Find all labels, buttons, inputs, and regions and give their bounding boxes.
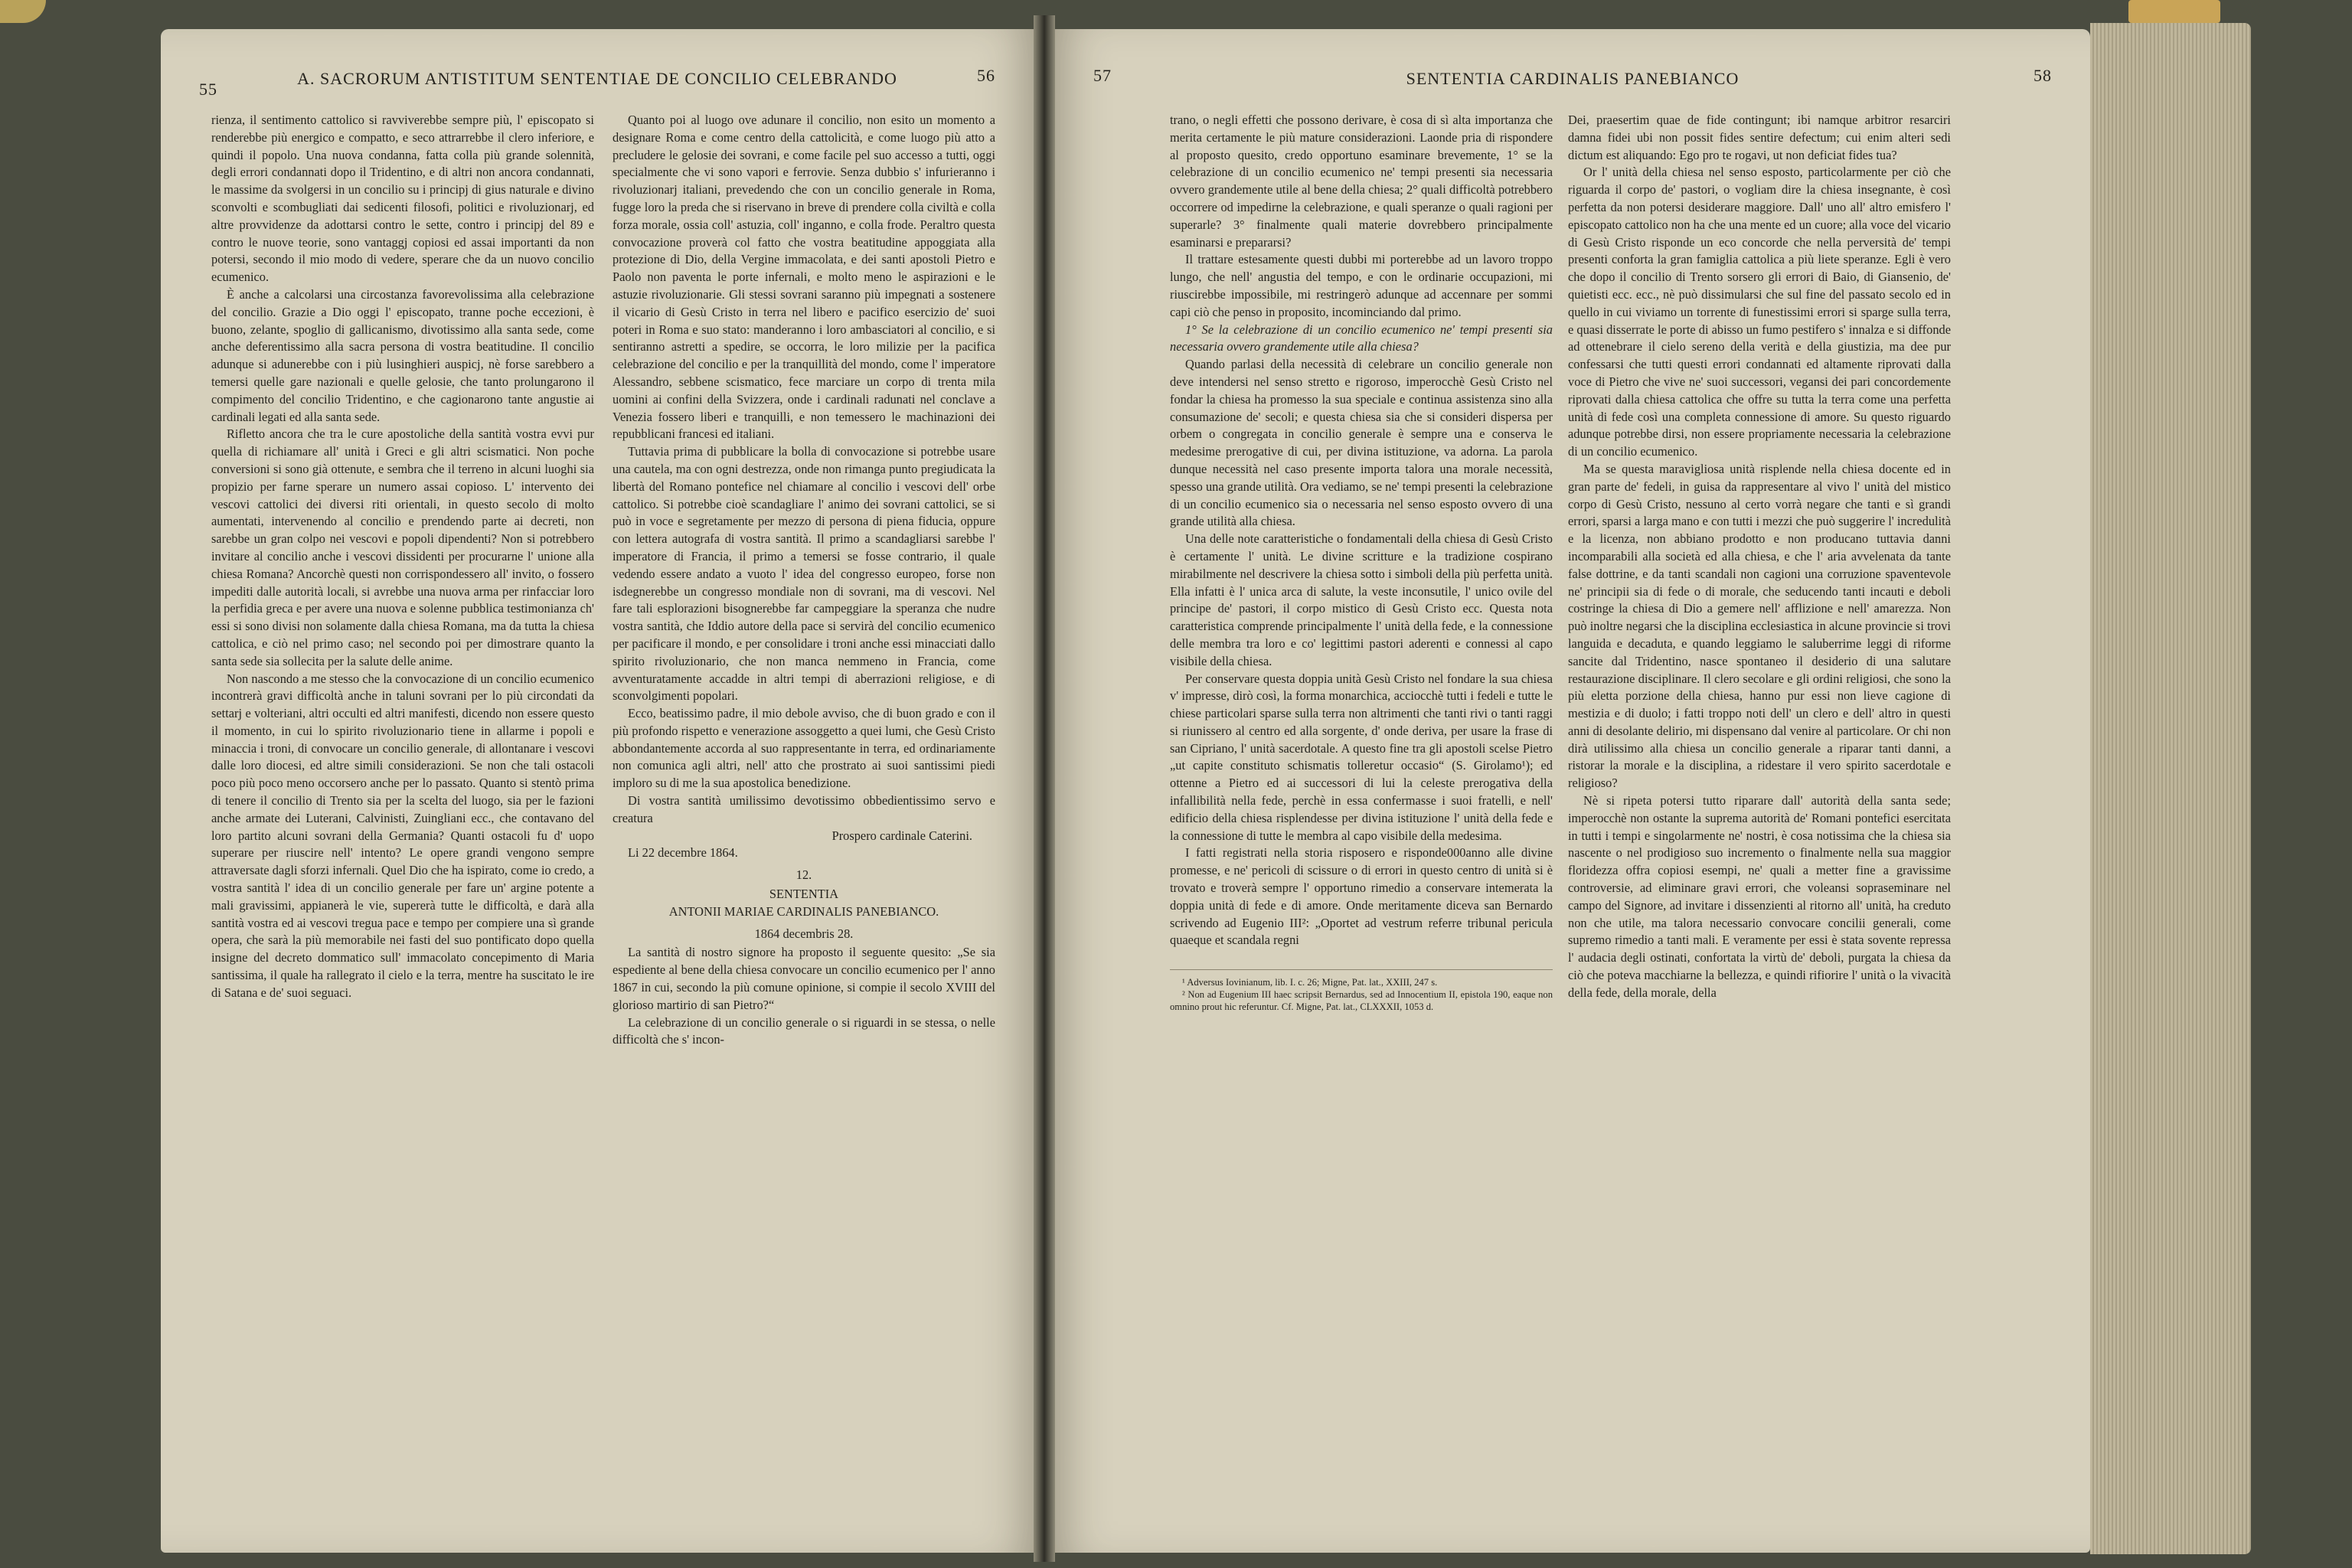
paragraph: La santità di nostro signore ha proposto il seguente quesito: „Se sia espediente al bene della chiesa convocare un concilio ecumenico per l' anno 1867 in cui, secondo la più comune opinione, si compie il secolo XVIII del glorioso martirio di san Pietro?“ — [612, 945, 995, 1012]
section-title: SENTENTIA — [769, 887, 839, 902]
paragraph: È anche a calcolarsi una circostanza favorevolissima alla celebrazione del concilio. Grazie a Dio oggi l' episcopato, tranne poche eccezioni, è buono, zelante, spoglio di gallicanismo, divotissimo alla santa sede, come anche deferentissimo alla sacra persona di vostra beatitudine. Il concilio adunque si adunerebbe con i più lusinghieri auspicj, nè forse sarebbero a temersi quelle gare nazionali e quelle gelosie, che tanto prolungarono il compimento del concilio Tridentino, e che cagionarono tante angustie ai cardinali legati ed alla santa sede. — [211, 286, 594, 424]
paragraph: Una delle note caratteristiche o fondamentali della chiesa di Gesù Cristo è certamente l' unità. Le divine scritture e la tradizione cospirano mirabilmente nel descrivere la chiesa sotto i simboli della più perfetta unità. Ella infatti è l' unica arca di salute, la veste inconsutile, l' unico ovile del principe de' pastori, il corpo mistico di Gesù Cristo ecc. Questa nota caratteristica comprende principalmente l' unità della fede, e la connessione delle membra tra loro e co' legittimi pastori aderenti e connessi al capo visibile della chiesa. — [1170, 531, 1553, 668]
footnotes — [1170, 969, 1553, 1013]
book-gutter — [1034, 15, 1055, 1562]
section-author: ANTONII MARIAE CARDINALIS PANEBIANCO. — [668, 903, 939, 919]
right-page-column-1 — [1170, 112, 1553, 1013]
paragraph: Non nascondo a me stesso che la convocazione di un concilio ecumenico incontrerà gravi difficoltà anche in taluni sovrani per lo più circondati da settarj e volteriani, altri occulti ed altri manifesti, dicendo non essere questo il momento, in cui lo spirito rivoluzionario tiene in allarme i popoli e minaccia i troni, di convocare un concilio generale, di allontanare i vescovi dalle loro diocesi, ed altre simili considerazioni. Se non che tali ostacoli poco più poco meno occorsero anche per lo passato. Quanto si stentò prima di tenere il concilio di Trento sia per la scelta del luogo, sia per le fazioni anche armate dei Luterani, Calvinisti, Zuingliani ecc., che contavano del loro partito alcuni sovrani della Germania? Quanti ostacoli fu d' uopo superare per riuscire nell' intento? Le opere grandi vengono sempre attraversate dagli sforzi infernali. Quel Dio che ha ispirato, come io credo, a vostra santità l' idea di un concilio generale per fare un' argine potente a mali gravissimi, appianerà le vie, supererà tutte le difficoltà, e darà alla santità vostra ed ai vescovi tregua pace e tempo per compiere una sì grande opera, che sarà la più memorabile nei fasti del suo pontificato dopo quella insigne del decreto dommatico sull' immacolato concepimento di Maria santissima, il quale ha rallegrato il cielo e la terra, mentre ha suscitato le ire di Satana e de' suoi seguaci. — [211, 671, 594, 1000]
paragraph: Quando parlasi della necessità di celebrare un concilio generale non deve intendersi nel senso stretto e rigoroso, imperocchè Gesù Cristo nel fondar la chiesa ha promesso la sua speciale e continua assistenza sino alla consumazione de' secoli; e questa chiesa sia che si consideri dispersa per orbem o congregata in concilio generale è sempre una e conserva le medesime prerogative di cui, per divina istituzione, va adorna. La parola dunque necessità nel caso presente importa talora una morale necessità, spesso una grande utilità. Ora vediamo, se ne' tempi presenti la celebrazione di un concilio ecumenico sia o necessaria nel senso esposto ovvero di una grande utilità alla chiesa. — [1170, 357, 1553, 529]
right-page-column-2 — [1568, 112, 1951, 1002]
paragraph: Ma se questa maravigliosa unità risplende nella chiesa docente ed in gran parte de' fedeli, in guisa da rappresentare al vivo l' unità del mistico corpo di Gesù Cristo, nessuno al certo vorrà negare che tanti e sì grandi errori, sparsi a larga mano e con tutti i mezzi che può suggerire l' incredulità e la licenza, non abbiano prodotto e non producano tuttavia danni incomparabili alla società ed alla chiesa, e che l' aria avvelenata da tante false dottrine, e da tanti scandali non cagioni una corruzione spaventevole ne' principii sia di fede o di morale, che seducendo tanti incauti e deboli costringe la chiesa di Dio a gemere nell' afflizione e nell' amarezza. Non può inoltre negarsi che la disciplina ecclesiastica in alcune provincie si trovi languida e decaduta, e quando leggiamo le saluberrime leggi di riforme sancite dal Tridentino, nasce spontaneo il desiderio di una salutare restaurazione disciplinare. Il clero secolare e gli ordini religiosi, che sono la più eletta porzione della chiesa, hanno pur essi non lieve cagione di mestizia e di duolo; i fatti troppo noti dell' un clero e dell' altro in questi anni di desolante delirio, mi dispensano dal venire al particolare. Or chi non dirà utilissimo alla chiesa un concilio generale a riparar tanti danni, a ristorar la morale e la disciplina, a ridestare il vero spirito sacerdotale e religioso? — [1568, 461, 1951, 791]
closing-formula: Di vostra santità umilissimo devotissimo obbedientissimo servo e creatura — [612, 793, 995, 825]
paragraph: Quanto poi al luogo ove adunare il concilio, non esito un momento a designare Roma e come centro della cattolicità, e come luogo più atto a precludere le gelosie dei sovrani, e come facile pel suo accesso a tutti, oggi specialmente che vi sono vapori e ferrovie. Senza dubbio s' infurieranno i rivoluzionarj italiani, prevedendo che con un concilio generale in Roma, fugge loro la preda che si riservano in breve di prendere colla civiltà e colla forza morale, ossia coll' astuzia, coll' inganno, e colla frode. Peraltro questa convocazione proverà col fatto che vostra beatitudine appoggiata alla protezione di Dio, della Vergine immacolata, e dei santi apostoli Pietro e Paolo non paventa le porte infernali, e molto meno le aspirazioni e le astuzie rivoluzionarie. Gli stessi sovrani saranno più impegnati a sostenere il vicario di Gesù Cristo in terra nel libero e pacifico esercizio de' suoi poteri in Roma e suo stato: manderanno i loro ambasciatori al concilio, e si sentiranno astretti a spedire, se occorra, le loro milizie per la pacifica celebrazione del concilio e per la tranquillità del mondo, come l' imperatore Alessandro, sebbene scismatico, fece marciare un corpo di trenta mila uomini ai confini della Svizzera, onde i cardinali radunati nel conclave a Venezia fossero liberi e tranquilli, e non temessero le machinazioni dei repubblicani francesi ed italiani. — [612, 113, 995, 442]
paragraph: Il trattare estesamente questi dubbi mi porterebbe ad un lavoro troppo lungo, che nell' angustia del tempo, e con le ordinarie occupazioni, mi riuscirebbe impossibile, mi restringerò adunque ad accennare per sommi capi ciò che penso in proposito, incominciando dal primo. — [1170, 252, 1553, 319]
paragraph: Per conservare questa doppia unità Gesù Cristo nel fondare la sua chiesa v' impresse, dirò così, la forma monarchica, acciocchè tutti i fedeli e tutte le chiese particolari sparse sulla terra non altrimenti che tanti rivi o tanti raggi si riunissero al centro ed alla sorgente, d' onde deriva, per usare la frase di san Cipriano, l' unità sacerdotale. A questo fine tra gli apostoli scelse Pietro „ut capite constituto schismatis tolleretur occasio“ (S. Girolamo¹); ed ottenne a Pietro ed ai successori di lui la celeste prerogativa della infallibilità nella fede, perchè in essa confermasse i suoi fratelli, e nell' edificio della chiesa risplendesse per divina istituzione l' unità della fede e la connessione di tutte le membra al capo visibile della medesima. — [1170, 671, 1553, 843]
page-number-55: 55 — [199, 80, 217, 99]
left-running-head — [199, 66, 995, 99]
right-running-title: SENTENTIA CARDINALIS PANEBIANCO — [1406, 69, 1740, 88]
book-page-edges — [2090, 23, 2251, 1554]
paragraph: Nè si ripeta potersi tutto riparare dall' autorità della santa sede; imperocchè non ostante la suprema autorità de' Romani pontefici esercitata in tutti i tempi e singolarmente ne' nostri, è cosa notissima che la chiesa sia nascente o nel prodigioso suo incremento o finalmente nella sua maggior floridezza offra copiosi esempi, ne' quali a metter fine a gravissime controversie, ad eliminare gravi errori, che voleansi sopraseminare nel campo del Signore, ad invitare i dissenzienti al ritorno all' unità, ha creduto non che utile, ma talora necessario convocare concilii generali, come supremo rimedio a tanti mali. E veramente per essi è stata sovente repressa l' audacia degli ostinati, confortata la virtù de' deboli, purgata la chiesa da ciò che poteva macchiarne la bellezza, e quindi rifiorire l' unità o la vivacità della fede, della morale, della — [1568, 793, 1951, 1000]
paragraph: 1° Se la celebrazione di un concilio ecumenico ne' tempi presenti sia necessaria ovvero grandemente utile alla chiesa? — [1170, 322, 1553, 354]
section-date: 1864 decembris 28. — [754, 926, 854, 941]
left-page-column-1 — [211, 112, 594, 1002]
paragraph: rienza, il sentimento cattolico si ravviverebbe sempre più, l' episcopato si renderebbe più energico e compatto, e seco attrarrebbe il clero inferiore, e quindi il popolo. Una nuova condanna, fatta colla più grande solennità, degli errori condannati dopo il Tridentino, e di altri non ancora condannati, le massime da svolgersi in un concilio su i principj di gius naturale e divino sconvolti e scombugliati dai sedicenti filosofi, politici e rivoluzionarj, ed altre provvidenze da adottarsi contro le sette, contro i principj del 89 e contro le nuove teorie, sono vantaggj copiosi ed assai importanti da non potersi, secondo il mio modo di vedere, sperare che da un nuovo concilio ecumenico. — [211, 113, 594, 285]
paragraph: I fatti registrati nella storia risposero e risponde000anno alle divine promesse, e ne' pericoli di scissure o di errori in questo centro di unità si è trovato e troverà sempre l' opportuno rimedio a conservare intemerata la doppia unità di fede e di amore. Onde meritamente diceva san Bernardo scrivendo ad Eugenio III²: „Oportet ad vestrum referre tribunal pericula quaeque et scandala regni — [1170, 845, 1553, 948]
paragraph: Or l' unità della chiesa nel senso esposto, particolarmente per ciò che riguarda il corpo de' pastori, o vogliam dire la chiesa insegnante, è così perfetta da non potersi desiderare maggiore. Dall' uno all' altro emisfero l' episcopato cattolico non ha che una mente ed un cuore; alla voce del vicario di Gesù Cristo risponde un eco concorde che nella perversità de' tempi presenti conforta la gran famiglia cattolica a più liete speranze. Egli è vero che dopo il concilio di Trento sorsero gli errori di Baio, di Giansenio, de' quietisti ecc. ecc., nè può dissimularsi che sul fine del passato secolo ed in quello in cui viviamo un torrente di funestissimi errori si sparge sulla terra, e quasi disserrate le porte di abisso un fumo pestifero s' innalza e si diffonde ad ottenebrare il cielo sereno della verità e della giustizia, ma dee pur confessarsi che tutti questi errori condannati ed altamente riprovati dalla voce di Pietro che vive ne' suoi successori, vegansi dei pari concordemente riprovati dalla chiesa cattolica che offre su tutta la terra come una perfetta unità di fede così una completa connessione di amore. Su questo riguardo adunque potrebbe dirsi, non essere propriamente necessaria la celebrazione di un concilio ecumenico. — [1568, 165, 1951, 459]
letter-date: Li 22 decembre 1864. — [628, 845, 738, 861]
right-page — [1055, 29, 2090, 1553]
footnote: ² Non ad Eugenium III haec scripsit Bernardus, sed ad Innocentium II, epistola 190, eaque non omnino prout hic referuntur. Cf. Migne, Pat. lat., CLXXXII, 1053 d. — [1170, 989, 1553, 1013]
paragraph: Ecco, beatissimo padre, il mio debole avviso, che di buon grado e con il più profondo rispetto e venerazione assoggetto a quei lumi, che Gesù Cristo abbondantemente accorda al suo rappresentante in terra, ed ordinariamente non comunica agli altri, nell' atto che prostrato ai suoi santissimi piedi imploro su di me la sua apostolica benedizione. — [612, 706, 995, 791]
page-number-57: 57 — [1093, 66, 1112, 85]
book-corner-ornament — [0, 0, 46, 23]
footnote: ¹ Adversus Iovinianum, lib. I. c. 26; Migne, Pat. lat., XXIII, 247 s. — [1182, 977, 1438, 988]
paragraph: La celebrazione di un concilio generale o si riguardi in se stessa, o nelle difficoltà che s' incon- — [612, 1014, 995, 1047]
paragraph: trano, o negli effetti che possono derivare, è cosa di sì alta importanza che merita certamente le più mature considerazioni. Laonde pria di rispondere al proposto quesito, credo opportuno esaminare brevemente, 1° se la celebrazione di un concilio ecumenico ne' tempi presenti sia necessaria ovvero grandemente utile al bene della chiesa; 2° quali difficoltà potrebbero occorrere od impedirne la celebrazione, e quali speranze o quali ragioni per superarle? 3° finalmente quali materie dovrebbero principalmente esaminarsi e prepararsi? — [1170, 113, 1553, 250]
page-number-58: 58 — [2034, 66, 2052, 85]
page-number-56: 56 — [977, 66, 995, 85]
paragraph: Dei, praesertim quae de fide contingunt; ibi namque arbitror resarciri damna fidei ubi non possit fides sentire defectum; cui enim alteri sedi dictum est aliquando: Ego pro te rogavi, ut non deficiat fides tua? — [1568, 113, 1951, 162]
paragraph: Tuttavia prima di pubblicare la bolla di convocazione si potrebbe usare una cautela, ma con ogni destrezza, onde non rimanga punto pregiudicata la libertà del Romano pontefice nel chiamare al concilio i vescovi dell' orbe cattolico. Si potrebbe cioè scandagliare l' animo dei sovrani cattolici, se si può in voce e segretamente per mezzo di persona di piena fiducia, oppure con lettera autografa di vostra santità. Il primo a scandagliarsi sarebbe l' imperatore di Francia, il primo a temersi se fosse contrario, il quale vedendo essere andato a vuoto l' idea del congresso europeo, forse non isdegnerebbe un congresso mondiale non di sovrani, ma di vescovi. Nel fare tali esplorazioni bisognerebbe far campeggiare la speranza che nudre vostra santità, che Iddio autore della pace si servirà del concilio ecumenico per pacificare il mondo, e per consolidare i troni anche essi minacciati dallo spirito rivoluzionario, che non manca nemmeno in Francia, come avventuratamente accadde in altri tempi di aberrazioni religiose, e di sconvolgimenti popolari. — [612, 444, 995, 704]
left-running-title: A. SACRORUM ANTISTITUM SENTENTIAE DE CONCILIO CELEBRANDO — [297, 69, 897, 88]
signature: Prospero cardinale Caterini. — [831, 828, 972, 843]
paragraph: Rifletto ancora che tra le cure apostoliche della santità vostra evvi pur quella di richiamare all' unità i Greci e gli altri scismatici. Non poche conversioni si sono già ottenute, e sembra che il terreno in alcuni luoghi sia propizio per farne sperare un numero assai copioso. L' intervento dei vescovi cattolici dei diversi riti orientali, in questo secolo di molto aumentati, intervenendo al concilio e prendendo parte ai decreti, non sarebbe un gran colpo nei vescovi e popoli dipendenti? Non si potrebbero invitare al concilio anche i vescovi dissidenti per procurarne l' unione alla chiesa Romana? Ancorchè questi non corrispondessero all' invito, o fossero impediti dalle autorità locali, si avrebbe una nuova arma per rinfacciar loro la perfidia greca e per avere una nuova e solenne pubblica testimonianza ch' essi si sono divisi non solamente dalla chiesa Romana, ma da tutta la chiesa cattolica, e ciò nel primo caso; nel secondo poi per dimostrare quanto la santa sede sia sollecita per la salute delle anime. — [211, 426, 594, 668]
left-page — [161, 29, 1034, 1553]
gilt-edge — [2128, 0, 2220, 23]
left-page-column-2 — [612, 112, 995, 1049]
section-number: 12. — [795, 867, 812, 883]
right-running-head — [1093, 66, 2052, 96]
